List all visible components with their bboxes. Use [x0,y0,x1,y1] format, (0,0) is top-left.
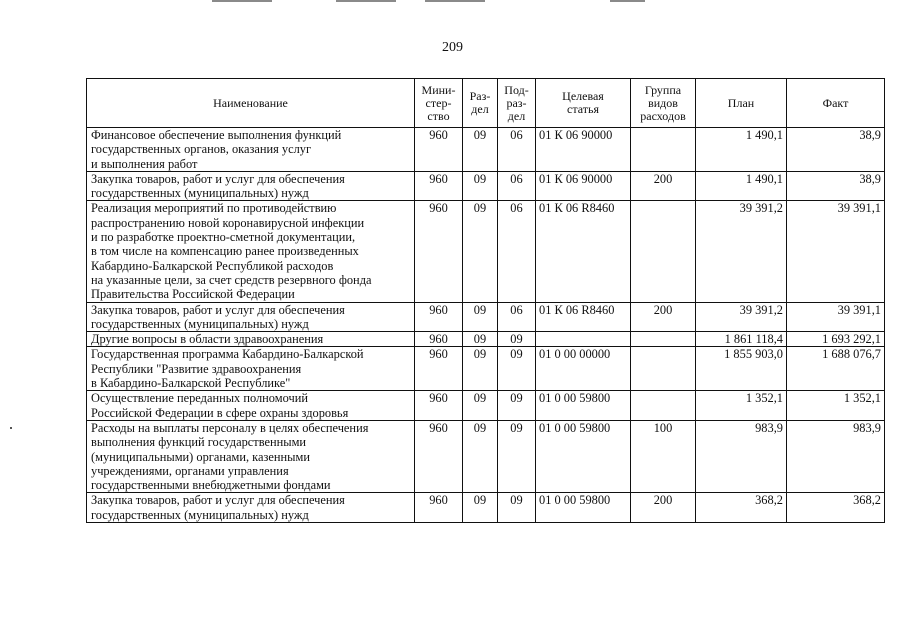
fact-cell: 1 352,1 [787,391,885,421]
section-cell: 09 [463,347,498,391]
name-line: Финансовое обеспечение выполнения функций [91,128,342,142]
name-line: государственных (муниципальных) нужд [91,316,309,331]
page-number: 209 [442,40,463,55]
expense-group-cell [631,347,696,391]
table-row [87,347,885,391]
section-cell: 09 [463,302,498,332]
scan-artifact-line [336,0,396,2]
section-cell: 09 [463,493,498,523]
ministry-cell: 960 [415,171,463,201]
header-target: Целевая статья [536,79,631,128]
subsection-cell: 09 [498,332,536,347]
name-cell [87,420,415,492]
table-row [87,171,885,201]
target-cell: 01 К 06 90000 [536,171,631,201]
target-cell: 01 0 00 59800 [536,420,631,492]
name-line: Республики "Развитие здравоохранения [91,361,302,376]
subsection-cell: 09 [498,420,536,492]
table-row [87,128,885,172]
section-cell: 09 [463,420,498,492]
table-row [87,391,885,421]
subsection-cell: 06 [498,201,536,302]
name-line: Закупка товаров, работ и услуг для обеспечения [91,302,345,317]
name-line: Закупка товаров, работ и услуг для обеспечения [91,493,345,508]
expense-group-cell: 200 [631,302,696,332]
name-line: учреждениями, органами управления [91,463,289,478]
plan-cell: 39 391,2 [696,201,787,302]
scan-artifact-line [212,0,272,2]
name-line: государственных (муниципальных) нужд [91,186,309,201]
target-cell: 01 К 06 90000 [536,128,631,172]
expense-group-cell [631,332,696,347]
name-line: и по разработке проектно-сметной документации, [91,230,356,245]
name-line: Российской Федерации в сфере охраны здоровья [91,405,349,420]
expense-group-cell [631,201,696,302]
name-line: (муниципальными) органами, казенными [91,449,310,464]
section-cell: 09 [463,201,498,302]
target-cell: 01 0 00 59800 [536,493,631,523]
fact-cell: 38,9 [787,128,885,172]
header-section: Раз- дел [463,79,498,128]
budget-table [86,78,885,523]
table-body [87,128,885,523]
plan-cell: 1 855 903,0 [696,347,787,391]
fact-cell: 368,2 [787,493,885,523]
header-ministry: Мини- стер- ство [415,79,463,128]
name-line: государственных органов, оказания услуг [91,142,312,157]
name-line: Другие вопросы в области здравоохранения [91,332,324,347]
expense-group-cell: 200 [631,493,696,523]
ministry-cell: 960 [415,201,463,302]
plan-cell: 1 490,1 [696,171,787,201]
name-line: в том числе на компенсацию ранее произведенных [91,244,359,259]
target-cell: 01 0 00 59800 [536,391,631,421]
scan-artifact-line [425,0,485,2]
table-row [87,302,885,332]
name-line: распространению новой коронавирусной инфекции [91,215,365,230]
table-row [87,332,885,347]
name-line: Правительства Российской Федерации [91,287,295,302]
name-line: на указанные цели, за счет средств резервного фонда [91,272,372,287]
name-cell [87,391,415,421]
target-cell: 01 К 06 R8460 [536,201,631,302]
name-line: Кабардино-Балкарской Республикой расходов [91,258,334,273]
fact-cell: 38,9 [787,171,885,201]
fact-cell: 1 688 076,7 [787,347,885,391]
header-expense-group: Группа видов расходов [631,79,696,128]
target-cell: 01 К 06 R8460 [536,302,631,332]
name-cell [87,332,415,347]
subsection-cell: 06 [498,171,536,201]
header-name: Наименование [87,79,415,128]
subsection-cell: 09 [498,347,536,391]
ministry-cell: 960 [415,391,463,421]
name-line: Государственная программа Кабардино-Балкарской [91,347,364,362]
name-line: Реализация мероприятий по противодействию [91,201,337,216]
name-cell [87,128,415,172]
subsection-cell: 06 [498,302,536,332]
fact-cell: 39 391,1 [787,201,885,302]
plan-cell: 983,9 [696,420,787,492]
ministry-cell: 960 [415,128,463,172]
name-cell [87,171,415,201]
expense-group-cell: 100 [631,420,696,492]
name-line: государственных (муниципальных) нужд [91,507,309,522]
section-cell: 09 [463,128,498,172]
fact-cell: 1 693 292,1 [787,332,885,347]
ministry-cell: 960 [415,493,463,523]
section-cell: 09 [463,171,498,201]
table-row [87,420,885,492]
expense-group-cell [631,128,696,172]
name-cell [87,201,415,302]
name-line: в Кабардино-Балкарской Республике" [91,376,291,391]
name-cell [87,347,415,391]
fact-cell: 983,9 [787,420,885,492]
ministry-cell: 960 [415,332,463,347]
plan-cell: 1 352,1 [696,391,787,421]
header-fact: Факт [787,79,885,128]
ministry-cell: 960 [415,347,463,391]
section-cell: 09 [463,332,498,347]
subsection-cell: 09 [498,493,536,523]
table-row [87,201,885,302]
name-line: Закупка товаров, работ и услуг для обеспечения [91,171,345,186]
expense-group-cell: 200 [631,171,696,201]
table-header-row [87,79,885,128]
ministry-cell: 960 [415,302,463,332]
plan-cell: 39 391,2 [696,302,787,332]
name-line: и выполнения работ [91,156,198,171]
name-line: выполнения функций государственными [91,435,307,450]
section-cell: 09 [463,391,498,421]
name-line: Расходы на выплаты персоналу в целях обеспечения [91,420,369,435]
plan-cell: 368,2 [696,493,787,523]
fact-cell: 39 391,1 [787,302,885,332]
header-subsection: Под- раз- дел [498,79,536,128]
ministry-cell: 960 [415,420,463,492]
name-cell [87,493,415,523]
name-line: Осуществление переданных полномочий [91,391,308,406]
subsection-cell: 06 [498,128,536,172]
target-cell: 01 0 00 00000 [536,347,631,391]
plan-cell: 1 490,1 [696,128,787,172]
name-cell [87,302,415,332]
scan-artifact-line [610,0,645,2]
plan-cell: 1 861 118,4 [696,332,787,347]
table-row [87,493,885,523]
subsection-cell: 09 [498,391,536,421]
header-plan: План [696,79,787,128]
name-line: государственными внебюджетными фондами [91,478,331,493]
expense-group-cell [631,391,696,421]
scan-speck [10,427,12,429]
target-cell [536,332,631,347]
